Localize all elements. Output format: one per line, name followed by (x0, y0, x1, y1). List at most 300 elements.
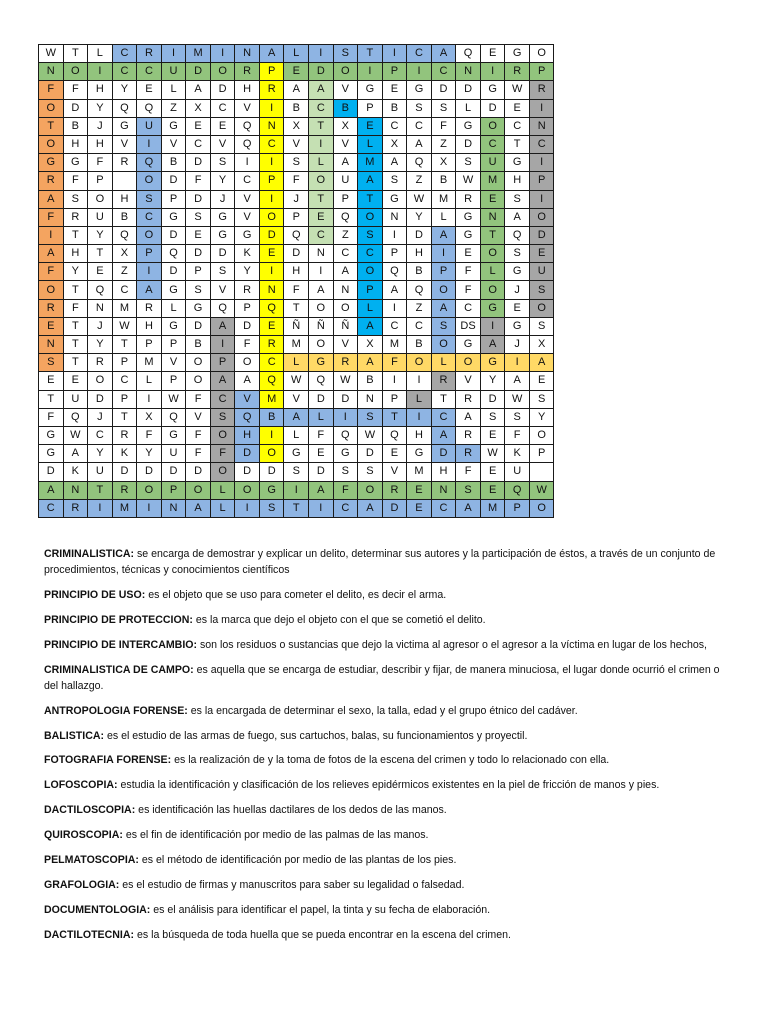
grid-cell: V (284, 390, 309, 408)
grid-cell: F (284, 172, 309, 190)
grid-cell: E (480, 190, 505, 208)
grid-cell: O (529, 426, 554, 444)
definitions-list (44, 547, 734, 953)
definition-term: QUIROSCOPIA: (44, 829, 123, 842)
grid-cell: C (333, 245, 358, 263)
grid-cell: U (161, 63, 186, 81)
grid-cell: R (505, 63, 530, 81)
grid-cell: F (235, 336, 260, 354)
grid-cell: C (210, 99, 235, 117)
grid-cell: E (505, 299, 530, 317)
grid-cell: O (456, 354, 481, 372)
definition-text: es aquella que se encarga de estudiar, describir y fijar, de manera minuciosa, el lugar donde ocurrió el crimen o del hallazgo. (44, 663, 720, 692)
grid-cell: S (333, 463, 358, 481)
definition-text: es el fin de identificación por medio de las palmas de las manos. (122, 829, 429, 842)
grid-cell: W (407, 190, 432, 208)
grid-cell: W (529, 481, 554, 499)
grid-cell: G (407, 445, 432, 463)
definition-term: GRAFOLOGIA: (44, 879, 120, 892)
grid-cell: T (284, 499, 309, 517)
grid-cell: A (259, 45, 284, 63)
grid-cell: A (358, 317, 383, 335)
grid-cell: Z (431, 135, 456, 153)
grid-cell: A (431, 299, 456, 317)
grid-cell: H (63, 245, 88, 263)
grid-cell: I (210, 45, 235, 63)
grid-cell: W (39, 45, 64, 63)
grid-cell: B (161, 154, 186, 172)
definition-term: FOTOGRAFIA FORENSE: (44, 754, 172, 767)
definition-term: PRINCIPIO DE USO: (44, 588, 146, 601)
grid-cell: D (382, 499, 407, 517)
grid-cell: C (480, 135, 505, 153)
grid-cell: S (358, 226, 383, 244)
grid-cell: Q (161, 408, 186, 426)
grid-cell: G (456, 226, 481, 244)
grid-cell: T (358, 190, 383, 208)
grid-cell: C (186, 135, 211, 153)
grid-cell: M (112, 499, 137, 517)
grid-cell: Q (235, 117, 260, 135)
grid-cell: D (88, 390, 113, 408)
grid-cell: R (456, 445, 481, 463)
grid-cell: F (39, 81, 64, 99)
definition-text: es la búsqueda de toda huella que se pueda encontrar en la escena del crimen. (134, 929, 511, 942)
grid-cell: P (137, 245, 162, 263)
grid-cell: E (529, 245, 554, 263)
grid-cell: P (431, 263, 456, 281)
grid-cell: G (456, 336, 481, 354)
grid-row (39, 226, 554, 244)
grid-cell: F (39, 208, 64, 226)
grid-row (39, 463, 554, 481)
grid-cell: A (358, 354, 383, 372)
grid-cell: I (529, 154, 554, 172)
definition-text: es el método de identificación por medio de las plantas de los pies. (138, 854, 457, 867)
grid-cell: T (88, 245, 113, 263)
grid-cell: L (431, 354, 456, 372)
grid-cell: S (39, 354, 64, 372)
grid-cell: T (309, 190, 334, 208)
grid-cell: Y (63, 263, 88, 281)
grid-cell: D (112, 463, 137, 481)
grid-cell: S (137, 190, 162, 208)
grid-cell: L (284, 426, 309, 444)
grid-cell: P (333, 190, 358, 208)
grid-cell: Y (480, 372, 505, 390)
grid-cell: L (407, 390, 432, 408)
grid-cell: H (112, 190, 137, 208)
grid-cell: R (259, 81, 284, 99)
grid-cell: I (382, 45, 407, 63)
grid-cell: W (333, 372, 358, 390)
grid-row (39, 299, 554, 317)
grid-cell: O (259, 208, 284, 226)
grid-cell: O (235, 481, 260, 499)
grid-cell: R (235, 63, 260, 81)
grid-cell: Z (407, 172, 432, 190)
grid-cell: S (407, 99, 432, 117)
grid-cell: S (186, 208, 211, 226)
definition-item (44, 613, 734, 629)
grid-cell: V (333, 336, 358, 354)
grid-cell: O (186, 481, 211, 499)
grid-cell: G (161, 426, 186, 444)
definition-item (44, 778, 734, 794)
grid-cell: G (456, 117, 481, 135)
grid-cell: G (39, 426, 64, 444)
grid-cell: Q (235, 408, 260, 426)
grid-cell: O (210, 63, 235, 81)
grid-cell: R (137, 45, 162, 63)
grid-cell: B (407, 336, 432, 354)
grid-cell: I (480, 317, 505, 335)
grid-cell: Q (505, 481, 530, 499)
grid-cell: N (358, 390, 383, 408)
grid-cell: C (358, 245, 383, 263)
grid-cell: P (382, 390, 407, 408)
grid-cell: X (431, 154, 456, 172)
grid-cell: A (186, 81, 211, 99)
grid-cell: A (63, 445, 88, 463)
grid-cell: C (259, 135, 284, 153)
grid-cell: U (529, 263, 554, 281)
grid-cell: I (137, 499, 162, 517)
grid-cell: M (407, 463, 432, 481)
grid-cell: A (333, 154, 358, 172)
grid-cell: R (456, 190, 481, 208)
definition-text: es la encargada de determinar el sexo, la talla, edad y el grupo étnico del cadáver. (187, 704, 578, 717)
grid-cell: R (456, 426, 481, 444)
grid-cell: Q (63, 408, 88, 426)
grid-cell: C (456, 299, 481, 317)
grid-cell: E (309, 208, 334, 226)
grid-cell: O (358, 208, 383, 226)
grid-cell: S (186, 281, 211, 299)
grid-cell: O (407, 354, 432, 372)
grid-cell: T (63, 354, 88, 372)
grid-cell: G (161, 281, 186, 299)
grid-cell: E (39, 372, 64, 390)
grid-cell: S (456, 481, 481, 499)
grid-cell: G (333, 445, 358, 463)
grid-cell: N (259, 281, 284, 299)
grid-cell: D (39, 463, 64, 481)
grid-cell: G (284, 445, 309, 463)
grid-cell (529, 463, 554, 481)
grid-cell: E (407, 481, 432, 499)
grid-cell: A (480, 336, 505, 354)
grid-cell: F (382, 354, 407, 372)
grid-cell: Q (309, 372, 334, 390)
grid-cell: A (235, 372, 260, 390)
grid-cell: M (358, 154, 383, 172)
definition-text: se encarga de demostrar y explicar un delito, determinar sus autores y la participación de éstos, a través de un conjunto de procedimientos, técnicas y conocimientos científicos (44, 548, 716, 576)
grid-cell: I (235, 154, 260, 172)
grid-cell: E (529, 372, 554, 390)
grid-cell: T (63, 336, 88, 354)
grid-cell: E (382, 81, 407, 99)
grid-cell: D (210, 81, 235, 99)
definition-term: PRINCIPIO DE PROTECCION: (44, 613, 193, 626)
grid-cell: A (284, 81, 309, 99)
grid-cell: T (88, 481, 113, 499)
grid-cell: O (235, 354, 260, 372)
grid-cell: O (186, 372, 211, 390)
grid-row (39, 63, 554, 81)
grid-cell: B (112, 208, 137, 226)
grid-cell: I (161, 45, 186, 63)
definition-item (44, 878, 734, 894)
grid-cell: F (431, 117, 456, 135)
grid-cell: A (39, 245, 64, 263)
grid-cell: R (112, 426, 137, 444)
grid-cell: G (358, 81, 383, 99)
grid-cell: I (259, 99, 284, 117)
grid-cell: M (112, 299, 137, 317)
grid-cell: S (358, 408, 383, 426)
grid-cell: D (309, 63, 334, 81)
grid-cell: R (529, 81, 554, 99)
grid-cell: P (112, 354, 137, 372)
definition-term: DACTILOSCOPIA: (44, 804, 136, 817)
grid-cell: C (407, 117, 432, 135)
grid-cell: S (529, 317, 554, 335)
grid-cell: S (382, 172, 407, 190)
grid-cell: J (88, 117, 113, 135)
grid-cell: E (259, 245, 284, 263)
grid-cell: S (456, 154, 481, 172)
grid-cell: T (39, 117, 64, 135)
grid-cell: R (112, 481, 137, 499)
definition-item (44, 704, 734, 720)
definition-item (44, 753, 734, 769)
grid-cell: D (456, 81, 481, 99)
grid-cell: X (358, 336, 383, 354)
grid-cell: G (407, 81, 432, 99)
grid-cell: I (480, 63, 505, 81)
grid-cell: I (431, 245, 456, 263)
grid-cell: R (431, 372, 456, 390)
grid-cell: V (235, 99, 260, 117)
grid-row (39, 263, 554, 281)
grid-cell: A (431, 226, 456, 244)
grid-cell: D (137, 463, 162, 481)
grid-cell: P (112, 390, 137, 408)
grid-cell: Z (407, 299, 432, 317)
grid-cell: B (259, 408, 284, 426)
grid-cell: E (480, 481, 505, 499)
grid-cell: E (480, 426, 505, 444)
grid-cell: H (137, 317, 162, 335)
grid-cell: Y (112, 81, 137, 99)
grid-cell: O (358, 481, 383, 499)
grid-cell: A (529, 354, 554, 372)
grid-cell: A (431, 45, 456, 63)
grid-cell: O (137, 481, 162, 499)
grid-cell: D (284, 245, 309, 263)
grid-cell: Q (210, 299, 235, 317)
grid-cell: G (309, 354, 334, 372)
grid-cell: Q (161, 245, 186, 263)
grid-cell: D (210, 245, 235, 263)
grid-cell: Y (88, 445, 113, 463)
grid-cell: C (112, 45, 137, 63)
grid-cell: M (259, 390, 284, 408)
grid-cell: P (284, 208, 309, 226)
grid-cell: V (210, 281, 235, 299)
grid-cell: D (186, 245, 211, 263)
grid-cell: Q (456, 45, 481, 63)
grid-cell: Y (88, 99, 113, 117)
grid-cell: W (505, 81, 530, 99)
grid-cell: A (39, 481, 64, 499)
grid-cell: F (39, 263, 64, 281)
grid-cell: I (309, 45, 334, 63)
grid-cell: E (456, 245, 481, 263)
grid-cell: E (186, 117, 211, 135)
grid-cell: Q (235, 135, 260, 153)
definition-text: es el objeto que se uso para cometer el delito, es decir el arma. (145, 588, 447, 601)
grid-cell: V (186, 408, 211, 426)
grid-cell: V (161, 135, 186, 153)
grid-cell: Q (407, 281, 432, 299)
grid-cell: S (431, 99, 456, 117)
grid-cell: I (39, 226, 64, 244)
grid-cell: V (382, 463, 407, 481)
grid-cell: F (333, 481, 358, 499)
grid-cell: U (88, 463, 113, 481)
grid-cell: M (137, 354, 162, 372)
grid-cell: L (210, 481, 235, 499)
grid-cell: R (235, 281, 260, 299)
grid-cell: X (137, 408, 162, 426)
grid-cell: A (210, 372, 235, 390)
grid-cell: DS (456, 317, 481, 335)
grid-cell: H (88, 81, 113, 99)
grid-cell: Y (88, 226, 113, 244)
grid-cell: J (505, 336, 530, 354)
grid-cell: A (505, 372, 530, 390)
grid-cell: O (210, 426, 235, 444)
grid-cell: W (456, 172, 481, 190)
grid-cell: E (480, 463, 505, 481)
grid-cell (112, 172, 137, 190)
grid-cell: R (137, 299, 162, 317)
grid-cell: G (382, 190, 407, 208)
grid-cell: E (137, 81, 162, 99)
grid-cell: I (382, 299, 407, 317)
grid-cell: I (88, 499, 113, 517)
grid-cell: D (186, 317, 211, 335)
grid-cell: U (88, 208, 113, 226)
grid-cell: I (309, 263, 334, 281)
definition-term: BALISTICA: (44, 729, 105, 742)
grid-cell: A (505, 208, 530, 226)
grid-cell: C (210, 390, 235, 408)
grid-cell: D (161, 226, 186, 244)
grid-cell: D (161, 263, 186, 281)
grid-cell: F (186, 445, 211, 463)
grid-cell: N (235, 45, 260, 63)
grid-cell: I (529, 190, 554, 208)
grid-cell: P (161, 336, 186, 354)
grid-cell: G (161, 208, 186, 226)
definition-text: es el estudio de las armas de fuego, sus cartuchos, balas, su funcionamientos y proyectil. (104, 729, 528, 742)
grid-cell: R (63, 208, 88, 226)
grid-cell: D (529, 226, 554, 244)
grid-cell: M (382, 336, 407, 354)
grid-cell: P (382, 245, 407, 263)
grid-cell: T (431, 390, 456, 408)
grid-cell: I (382, 226, 407, 244)
grid-cell: E (39, 317, 64, 335)
grid-cell: F (186, 390, 211, 408)
grid-cell: Q (382, 426, 407, 444)
definition-item (44, 729, 734, 745)
grid-cell: D (186, 190, 211, 208)
grid-cell: I (529, 99, 554, 117)
grid-cell: Q (259, 299, 284, 317)
grid-cell: S (505, 245, 530, 263)
grid-cell: P (529, 63, 554, 81)
grid-cell: F (309, 426, 334, 444)
grid-cell: O (480, 281, 505, 299)
grid-cell: G (186, 299, 211, 317)
definition-text: son los residuos o sustancias que dejo la victima al agresor o el agresor a la víctima en lugar de los hechos, (197, 638, 707, 651)
grid-cell: O (431, 336, 456, 354)
grid-cell: F (63, 299, 88, 317)
grid-cell: S (529, 390, 554, 408)
grid-cell: Q (382, 263, 407, 281)
grid-cell: F (63, 172, 88, 190)
grid-cell: O (39, 281, 64, 299)
grid-cell: O (39, 99, 64, 117)
grid-cell: F (456, 463, 481, 481)
grid-cell: M (480, 499, 505, 517)
grid-cell: D (309, 390, 334, 408)
grid-cell: T (505, 135, 530, 153)
grid-cell: A (309, 81, 334, 99)
grid-cell: D (63, 99, 88, 117)
grid-cell: I (259, 263, 284, 281)
grid-cell: A (309, 281, 334, 299)
grid-cell: Q (505, 226, 530, 244)
grid-row (39, 208, 554, 226)
grid-cell: C (235, 172, 260, 190)
grid-cell: X (382, 135, 407, 153)
grid-cell: N (39, 63, 64, 81)
grid-cell: G (210, 208, 235, 226)
grid-cell: A (186, 499, 211, 517)
definition-text: es la marca que dejo el objeto con el que se cometió el delito. (192, 613, 486, 626)
grid-cell: O (309, 172, 334, 190)
grid-cell: Q (333, 426, 358, 444)
grid-cell: E (186, 226, 211, 244)
grid-cell: O (358, 263, 383, 281)
grid-cell: F (284, 281, 309, 299)
grid-cell: O (480, 117, 505, 135)
grid-cell: S (505, 408, 530, 426)
definition-item (44, 588, 734, 604)
grid-cell: R (112, 154, 137, 172)
grid-cell: P (358, 99, 383, 117)
grid-cell: A (456, 499, 481, 517)
grid-cell: H (235, 426, 260, 444)
grid-cell: I (382, 372, 407, 390)
grid-cell: O (529, 45, 554, 63)
grid-cell: A (284, 408, 309, 426)
